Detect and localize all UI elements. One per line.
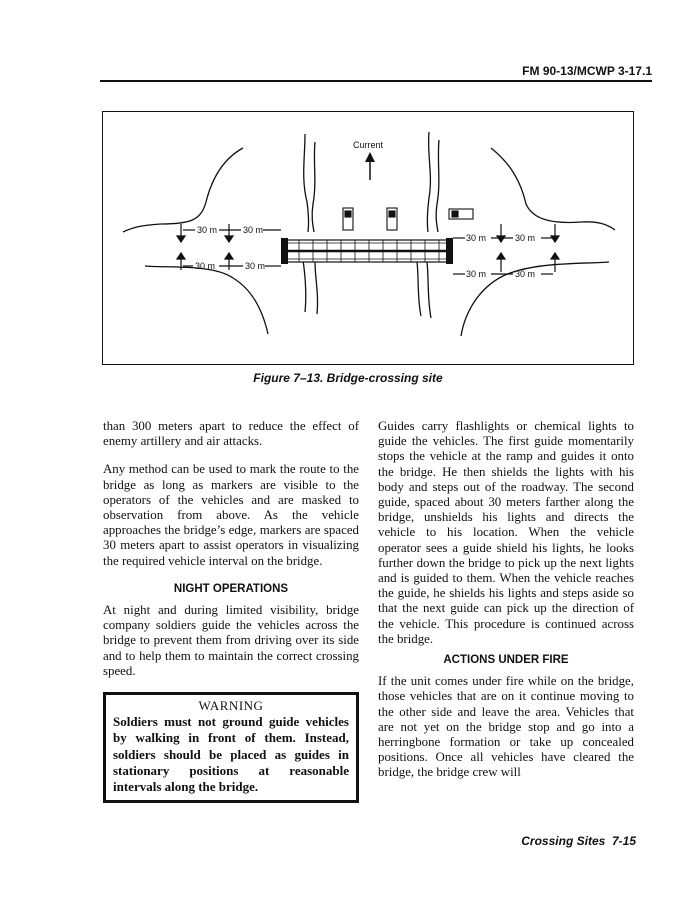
vehicle-2	[387, 208, 397, 230]
bridge-diagram	[103, 112, 635, 366]
left-lower-bank	[145, 266, 268, 334]
left-markers	[177, 224, 281, 270]
right-river-edge-1	[427, 132, 430, 232]
bridge-crossing-figure	[102, 111, 634, 365]
distance-label: 30 m	[195, 261, 216, 271]
distance-label: 30 m	[515, 233, 536, 243]
right-river-edge-4	[427, 262, 431, 318]
paragraph: Guides carry flashlights or chemical lights to guide the vehicles. The first guide momentarily stops the vehicle at the ramp and guides it onto the bridge. He then shields the lights with his body and steps out of the roadway. The second guide, spaced about 30 meters farther along the bridge, unshields his lights and directs the vehicle to his location. When the vehicle operator sees a guide shield his lights, he looks further down the bridge to pick up the next lights and is guided to them. When the vehicle reaches the guide, he shields his lights and steps aside so that the next guide can pick up the direction of the vehicle. This procedure is continued across the bridge.	[378, 419, 634, 646]
distance-label: 30 m	[466, 233, 487, 243]
warning-title: WARNING	[198, 698, 264, 714]
distance-label: 30 m	[197, 225, 218, 235]
header-rule	[100, 80, 652, 82]
page-number: 7-15	[611, 834, 636, 848]
paragraph: At night and during limited visibility, bridge company soldiers guide the vehicles across the bridge to prevent them from driving over its side and to help them to maintain the correct crossing speed.	[103, 603, 359, 678]
current-arrow	[365, 152, 375, 180]
distance-label: 30 m	[243, 225, 264, 235]
right-upper-bank	[491, 148, 615, 230]
warning-text: Soldiers must not ground guide vehicles by walking in front of them. Instead, soldiers should be placed as guides in stationary positions at reasonable intervals along the bridge.	[113, 714, 349, 795]
section-heading: NIGHT OPERATIONS	[173, 582, 289, 595]
current-label: Current	[353, 140, 384, 150]
left-river-edge-2	[312, 142, 315, 232]
paragraph: than 300 meters apart to reduce the effect of enemy artillery and air attacks.	[103, 419, 359, 449]
left-river-edge-3	[303, 260, 306, 312]
right-river-edge-3	[417, 262, 421, 316]
page-footer	[521, 834, 636, 848]
right-river-edge-2	[436, 140, 439, 232]
figure-caption: Figure 7–13. Bridge-crossing site	[253, 371, 443, 385]
paragraph: Any method can be used to mark the route to the bridge as long as markers are visible to the operators of the vehicles and are masked to observation from above. As the vehicle approaches the bridge’s edge, markers are spaced 30 meters apart to assist operators in visualizing the required vehicle interval on the bridge.	[103, 462, 359, 568]
left-river-edge-1	[304, 134, 309, 232]
vehicle-3	[449, 209, 473, 219]
left-upper-bank	[123, 148, 243, 232]
paragraph: If the unit comes under fire while on the bridge, those vehicles that are on it continue moving to the other side and leave the area. Vehicles that are not yet on the bridge stop and go into a herringbone formation or take up concealed positions. Once all vehicles have cleared the bridge, the bridge crew will	[378, 674, 634, 780]
warning-box	[103, 692, 359, 803]
distance-label: 30 m	[466, 269, 487, 279]
distance-label: 30 m	[245, 261, 266, 271]
running-header: FM 90-13/MCWP 3-17.1	[522, 64, 652, 78]
vehicle-1	[343, 208, 353, 230]
footer-section: Crossing Sites	[521, 834, 606, 848]
right-column	[378, 419, 634, 794]
section-heading: ACTIONS UNDER FIRE	[443, 654, 569, 667]
distance-label: 30 m	[515, 269, 536, 279]
left-column	[103, 419, 359, 803]
bridge	[281, 238, 453, 264]
right-markers	[453, 224, 559, 274]
left-river-edge-4	[315, 262, 318, 314]
